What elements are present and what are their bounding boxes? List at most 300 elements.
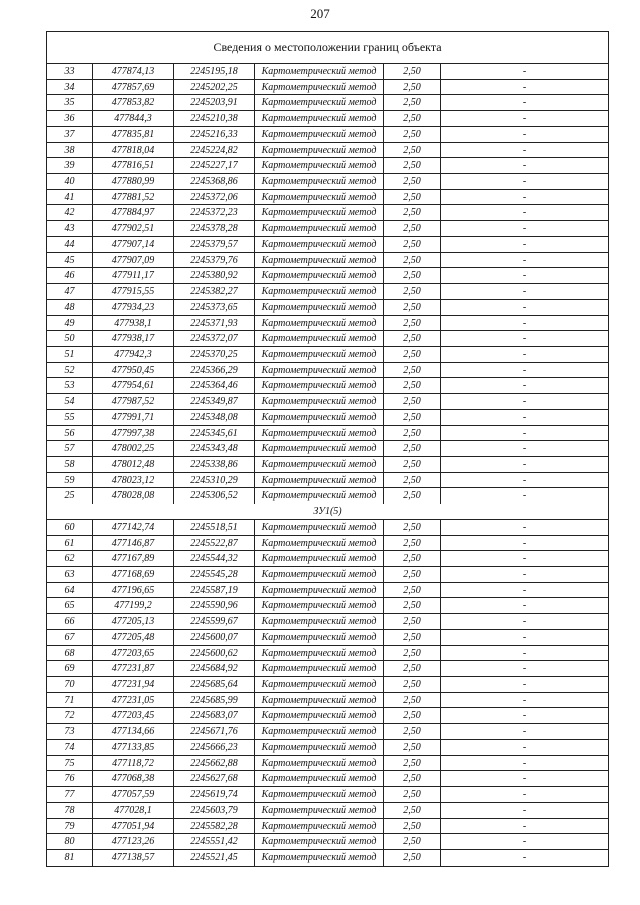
accuracy-cell: 2,50: [384, 441, 441, 456]
coord-y-cell: 2245366,29: [174, 363, 255, 378]
description-cell: -: [522, 333, 527, 345]
point-number-cell: 38: [47, 143, 93, 158]
coord-x-cell: 477950,45: [93, 363, 174, 378]
point-number-cell: 44: [47, 237, 93, 252]
point-number-cell: 62: [47, 551, 93, 566]
coord-y-cell: 2245343,48: [174, 441, 255, 456]
point-number-cell: 39: [47, 158, 93, 173]
point-number-cell: 71: [47, 693, 93, 708]
description-cell: -: [522, 726, 527, 738]
accuracy-cell: 2,50: [384, 331, 441, 346]
coord-x-cell: 477203,45: [93, 708, 174, 723]
point-number-cell: 54: [47, 394, 93, 409]
point-number-cell: 56: [47, 426, 93, 441]
method-cell: Картометрический метод: [255, 268, 384, 283]
table-row: [47, 143, 608, 159]
method-cell: Картометрический метод: [255, 378, 384, 393]
accuracy-cell: 2,50: [384, 205, 441, 220]
point-number-cell: 69: [47, 661, 93, 676]
accuracy-cell: 2,50: [384, 708, 441, 723]
description-cell: -: [522, 81, 527, 93]
method-cell: Картометрический метод: [255, 205, 384, 220]
table-row: [47, 803, 608, 819]
description-cell: -: [522, 380, 527, 392]
method-cell: Картометрический метод: [255, 253, 384, 268]
coord-x-cell: 477902,51: [93, 221, 174, 236]
coord-x-cell: 477934,23: [93, 300, 174, 315]
method-cell: Картометрический метод: [255, 457, 384, 472]
table-row: [47, 819, 608, 835]
coord-x-cell: 477911,17: [93, 268, 174, 283]
accuracy-cell: 2,50: [384, 95, 441, 110]
method-cell: Картометрический метод: [255, 661, 384, 676]
coord-y-cell: 2245590,96: [174, 598, 255, 613]
description-cell: -: [522, 160, 527, 172]
description-cell: -: [522, 569, 527, 580]
method-cell: Картометрический метод: [255, 64, 384, 79]
coord-x-cell: 477857,69: [93, 80, 174, 95]
description-cell: -: [522, 396, 527, 408]
table-row: [47, 363, 608, 379]
description-cell: -: [522, 176, 527, 188]
point-number-cell: 59: [47, 473, 93, 488]
table-row: [47, 708, 608, 724]
table-row: [47, 740, 608, 756]
table-row: [47, 677, 608, 693]
point-number-cell: 63: [47, 567, 93, 582]
description-cell: -: [522, 286, 527, 298]
accuracy-cell: 2,50: [384, 834, 441, 849]
point-number-cell: 37: [47, 127, 93, 142]
method-cell: Картометрический метод: [255, 677, 384, 692]
accuracy-cell: 2,50: [384, 661, 441, 676]
coord-y-cell: 2245666,23: [174, 740, 255, 755]
coord-y-cell: 2245582,28: [174, 819, 255, 834]
table-row: [47, 520, 608, 536]
coord-y-cell: 2245195,18: [174, 64, 255, 79]
boundary-table: [46, 31, 609, 867]
table-row: [47, 567, 608, 583]
table-row: [47, 551, 608, 567]
table-row: [47, 205, 608, 221]
description-cell: -: [522, 254, 527, 266]
description-cell: -: [522, 317, 527, 329]
accuracy-cell: 2,50: [384, 740, 441, 755]
method-cell: Картометрический метод: [255, 284, 384, 299]
method-cell: Картометрический метод: [255, 724, 384, 739]
point-number-cell: 77: [47, 787, 93, 802]
accuracy-cell: 2,50: [384, 614, 441, 629]
table-row: [47, 80, 608, 96]
point-number-cell: 34: [47, 80, 93, 95]
method-cell: Картометрический метод: [255, 850, 384, 866]
coord-x-cell: 477818,04: [93, 143, 174, 158]
coord-x-cell: 477168,69: [93, 567, 174, 582]
coord-y-cell: 2245364,46: [174, 378, 255, 393]
description-cell: -: [522, 600, 527, 612]
table-row: [47, 127, 608, 143]
description-cell: -: [522, 851, 527, 863]
coord-y-cell: 2245603,79: [174, 803, 255, 818]
table-row: [47, 64, 608, 80]
coord-x-cell: 477915,55: [93, 284, 174, 299]
method-cell: Картометрический метод: [255, 756, 384, 771]
coord-y-cell: 2245345,61: [174, 426, 255, 441]
coord-x-cell: 477118,72: [93, 756, 174, 771]
coord-y-cell: 2245373,65: [174, 300, 255, 315]
coord-x-cell: 477907,09: [93, 253, 174, 268]
accuracy-cell: 2,50: [384, 646, 441, 661]
table-row: [47, 253, 608, 269]
method-cell: Картометрический метод: [255, 441, 384, 456]
point-number-cell: 35: [47, 95, 93, 110]
method-cell: Картометрический метод: [255, 787, 384, 802]
point-number-cell: 41: [47, 190, 93, 205]
point-number-cell: 42: [47, 205, 93, 220]
description-cell: -: [522, 411, 527, 423]
description-cell: -: [522, 773, 527, 785]
coord-x-cell: 477938,1: [93, 316, 174, 331]
point-number-cell: 70: [47, 677, 93, 692]
accuracy-cell: 2,50: [384, 803, 441, 818]
coord-x-cell: 477881,52: [93, 190, 174, 205]
coord-x-cell: 477997,38: [93, 426, 174, 441]
point-number-cell: 50: [47, 331, 93, 346]
accuracy-cell: 2,50: [384, 630, 441, 645]
coord-x-cell: 477880,99: [93, 174, 174, 189]
description-cell: -: [522, 694, 527, 706]
table-row: [47, 190, 608, 206]
coord-x-cell: 477874,13: [93, 64, 174, 79]
point-number-cell: 66: [47, 614, 93, 629]
method-cell: Картометрический метод: [255, 819, 384, 834]
coord-y-cell: 2245372,07: [174, 331, 255, 346]
table-body-a: [47, 64, 608, 504]
accuracy-cell: 2,50: [384, 253, 441, 268]
table-row: [47, 850, 608, 866]
coord-y-cell: 2245379,76: [174, 253, 255, 268]
description-cell: -: [522, 474, 527, 486]
table-title: Сведения о местоположении границ объекта: [47, 32, 608, 64]
description-cell: -: [522, 207, 527, 219]
coord-x-cell: 477203,65: [93, 646, 174, 661]
coord-x-cell: 477231,05: [93, 693, 174, 708]
point-number-cell: 36: [47, 111, 93, 126]
table-row: [47, 174, 608, 190]
table-row: [47, 536, 608, 552]
coord-x-cell: 477051,94: [93, 819, 174, 834]
table-row: [47, 646, 608, 662]
method-cell: Картометрический метод: [255, 646, 384, 661]
accuracy-cell: 2,50: [384, 551, 441, 566]
description-cell: -: [522, 820, 527, 832]
accuracy-cell: 2,50: [384, 394, 441, 409]
description-cell: -: [522, 789, 527, 801]
point-number-cell: 57: [47, 441, 93, 456]
description-cell: -: [522, 113, 527, 125]
coord-y-cell: 2245627,68: [174, 771, 255, 786]
accuracy-cell: 2,50: [384, 190, 441, 205]
coord-x-cell: 477938,17: [93, 331, 174, 346]
coord-y-cell: 2245348,08: [174, 410, 255, 425]
accuracy-cell: 2,50: [384, 598, 441, 613]
accuracy-cell: 2,50: [384, 378, 441, 393]
accuracy-cell: 2,50: [384, 567, 441, 582]
coord-x-cell: 477884,97: [93, 205, 174, 220]
coord-y-cell: 2245380,92: [174, 268, 255, 283]
method-cell: Картометрический метод: [255, 143, 384, 158]
table-row: [47, 426, 608, 442]
point-number-cell: 51: [47, 347, 93, 362]
coord-x-cell: 477196,65: [93, 583, 174, 598]
coord-x-cell: 477835,81: [93, 127, 174, 142]
coord-y-cell: 2245306,52: [174, 488, 255, 504]
coord-y-cell: 2245216,33: [174, 127, 255, 142]
coord-y-cell: 2245372,23: [174, 205, 255, 220]
description-cell: -: [522, 427, 527, 439]
table-row: [47, 693, 608, 709]
coord-y-cell: 2245372,06: [174, 190, 255, 205]
table-row: [47, 394, 608, 410]
description-cell: -: [522, 66, 527, 77]
table-row: [47, 724, 608, 740]
coord-y-cell: 2245224,82: [174, 143, 255, 158]
coord-x-cell: 477138,57: [93, 850, 174, 866]
coord-y-cell: 2245202,25: [174, 80, 255, 95]
table-row: [47, 410, 608, 426]
coord-x-cell: 477199,2: [93, 598, 174, 613]
accuracy-cell: 2,50: [384, 787, 441, 802]
method-cell: Картометрический метод: [255, 394, 384, 409]
table-row: [47, 316, 608, 332]
accuracy-cell: 2,50: [384, 488, 441, 504]
table-row: [47, 630, 608, 646]
description-cell: -: [522, 584, 527, 596]
accuracy-cell: 2,50: [384, 426, 441, 441]
table-row: [47, 158, 608, 174]
accuracy-cell: 2,50: [384, 536, 441, 551]
point-number-cell: 64: [47, 583, 93, 598]
table-row: [47, 473, 608, 489]
description-cell: -: [522, 490, 527, 502]
accuracy-cell: 2,50: [384, 583, 441, 598]
coord-y-cell: 2245587,19: [174, 583, 255, 598]
point-number-cell: 81: [47, 850, 93, 866]
coord-x-cell: 477954,61: [93, 378, 174, 393]
accuracy-cell: 2,50: [384, 724, 441, 739]
description-cell: -: [522, 663, 527, 675]
description-cell: -: [522, 223, 527, 235]
coord-y-cell: 2245370,25: [174, 347, 255, 362]
method-cell: Картометрический метод: [255, 536, 384, 551]
coord-x-cell: 477146,87: [93, 536, 174, 551]
point-number-cell: 46: [47, 268, 93, 283]
point-number-cell: 25: [47, 488, 93, 504]
section-label: ЗУ1(5): [47, 504, 608, 520]
table-row: [47, 756, 608, 772]
coord-x-cell: 477231,87: [93, 661, 174, 676]
method-cell: Картометрический метод: [255, 771, 384, 786]
coord-y-cell: 2245619,74: [174, 787, 255, 802]
point-number-cell: 75: [47, 756, 93, 771]
point-number-cell: 52: [47, 363, 93, 378]
method-cell: Картометрический метод: [255, 834, 384, 849]
method-cell: Картометрический метод: [255, 316, 384, 331]
table-row: [47, 378, 608, 394]
coord-x-cell: 477028,1: [93, 803, 174, 818]
point-number-cell: 43: [47, 221, 93, 236]
description-cell: -: [522, 553, 527, 565]
description-cell: -: [522, 348, 527, 360]
coord-y-cell: 2245683,07: [174, 708, 255, 723]
coord-y-cell: 2245382,27: [174, 284, 255, 299]
table-row: [47, 614, 608, 630]
method-cell: Картометрический метод: [255, 598, 384, 613]
method-cell: Картометрический метод: [255, 426, 384, 441]
coord-y-cell: 2245518,51: [174, 520, 255, 535]
coord-x-cell: 478023,12: [93, 473, 174, 488]
coord-x-cell: 477167,89: [93, 551, 174, 566]
description-cell: -: [522, 270, 527, 282]
coord-y-cell: 2245310,29: [174, 473, 255, 488]
table-row: [47, 488, 608, 504]
method-cell: Картометрический метод: [255, 300, 384, 315]
coord-y-cell: 2245203,91: [174, 95, 255, 110]
accuracy-cell: 2,50: [384, 300, 441, 315]
table-row: [47, 347, 608, 363]
description-cell: -: [522, 804, 527, 816]
coord-x-cell: 478028,08: [93, 488, 174, 504]
coord-x-cell: 477942,3: [93, 347, 174, 362]
point-number-cell: 68: [47, 646, 93, 661]
coord-y-cell: 2245599,67: [174, 614, 255, 629]
page-number: 207: [310, 6, 330, 21]
description-cell: -: [522, 757, 527, 769]
coord-x-cell: 477987,52: [93, 394, 174, 409]
coord-y-cell: 2245368,86: [174, 174, 255, 189]
table-row: [47, 111, 608, 127]
coord-x-cell: 478012,48: [93, 457, 174, 472]
coord-y-cell: 2245671,76: [174, 724, 255, 739]
description-cell: -: [522, 710, 527, 722]
accuracy-cell: 2,50: [384, 64, 441, 79]
accuracy-cell: 2,50: [384, 457, 441, 472]
coord-x-cell: 477816,51: [93, 158, 174, 173]
accuracy-cell: 2,50: [384, 693, 441, 708]
description-cell: -: [522, 679, 527, 691]
table-row: [47, 771, 608, 787]
coord-x-cell: 477142,74: [93, 520, 174, 535]
table-row: [47, 583, 608, 599]
point-number-cell: 33: [47, 64, 93, 79]
coord-y-cell: 2245662,88: [174, 756, 255, 771]
coord-x-cell: 477231,94: [93, 677, 174, 692]
description-cell: -: [522, 144, 527, 156]
coord-y-cell: 2245684,92: [174, 661, 255, 676]
table-row: [47, 598, 608, 614]
method-cell: Картометрический метод: [255, 630, 384, 645]
coord-y-cell: 2245600,62: [174, 646, 255, 661]
method-cell: Картометрический метод: [255, 551, 384, 566]
description-cell: -: [522, 191, 527, 203]
method-cell: Картометрический метод: [255, 520, 384, 535]
coord-y-cell: 2245338,86: [174, 457, 255, 472]
description-cell: -: [522, 631, 527, 643]
method-cell: Картометрический метод: [255, 473, 384, 488]
description-cell: -: [522, 647, 527, 659]
coord-y-cell: 2245378,28: [174, 221, 255, 236]
point-number-cell: 72: [47, 708, 93, 723]
point-number-cell: 55: [47, 410, 93, 425]
accuracy-cell: 2,50: [384, 143, 441, 158]
description-cell: -: [522, 521, 527, 533]
description-cell: -: [522, 458, 527, 470]
method-cell: Картометрический метод: [255, 331, 384, 346]
coord-y-cell: 2245545,28: [174, 567, 255, 582]
coord-x-cell: 477123,26: [93, 834, 174, 849]
accuracy-cell: 2,50: [384, 127, 441, 142]
point-number-cell: 53: [47, 378, 93, 393]
coord-y-cell: 2245522,87: [174, 536, 255, 551]
coord-y-cell: 2245685,64: [174, 677, 255, 692]
method-cell: Картометрический метод: [255, 410, 384, 425]
method-cell: Картометрический метод: [255, 740, 384, 755]
accuracy-cell: 2,50: [384, 819, 441, 834]
point-number-cell: 45: [47, 253, 93, 268]
method-cell: Картометрический метод: [255, 567, 384, 582]
coord-y-cell: 2245227,17: [174, 158, 255, 173]
accuracy-cell: 2,50: [384, 237, 441, 252]
point-number-cell: 47: [47, 284, 93, 299]
accuracy-cell: 2,50: [384, 347, 441, 362]
coord-x-cell: 477205,48: [93, 630, 174, 645]
coord-y-cell: 2245685,99: [174, 693, 255, 708]
point-number-cell: 73: [47, 724, 93, 739]
accuracy-cell: 2,50: [384, 850, 441, 866]
description-cell: -: [522, 301, 527, 313]
point-number-cell: 58: [47, 457, 93, 472]
accuracy-cell: 2,50: [384, 284, 441, 299]
table-row: [47, 221, 608, 237]
coord-x-cell: 478002,25: [93, 441, 174, 456]
point-number-cell: 78: [47, 803, 93, 818]
description-cell: -: [522, 97, 527, 109]
coord-y-cell: 2245600,07: [174, 630, 255, 645]
coord-x-cell: 477068,38: [93, 771, 174, 786]
point-number-cell: 40: [47, 174, 93, 189]
point-number-cell: 76: [47, 771, 93, 786]
table-row: [47, 300, 608, 316]
point-number-cell: 74: [47, 740, 93, 755]
coord-y-cell: 2245371,93: [174, 316, 255, 331]
table-row: [47, 331, 608, 347]
method-cell: Картометрический метод: [255, 347, 384, 362]
accuracy-cell: 2,50: [384, 174, 441, 189]
coord-x-cell: 477205,13: [93, 614, 174, 629]
accuracy-cell: 2,50: [384, 221, 441, 236]
description-cell: -: [522, 238, 527, 250]
table-row: [47, 95, 608, 111]
table-row: [47, 268, 608, 284]
coord-x-cell: 477134,66: [93, 724, 174, 739]
coord-y-cell: 2245379,57: [174, 237, 255, 252]
table-body-b: [47, 520, 608, 866]
description-cell: -: [522, 741, 527, 753]
description-cell: -: [522, 364, 527, 376]
method-cell: Картометрический метод: [255, 174, 384, 189]
method-cell: Картометрический метод: [255, 237, 384, 252]
point-number-cell: 61: [47, 536, 93, 551]
